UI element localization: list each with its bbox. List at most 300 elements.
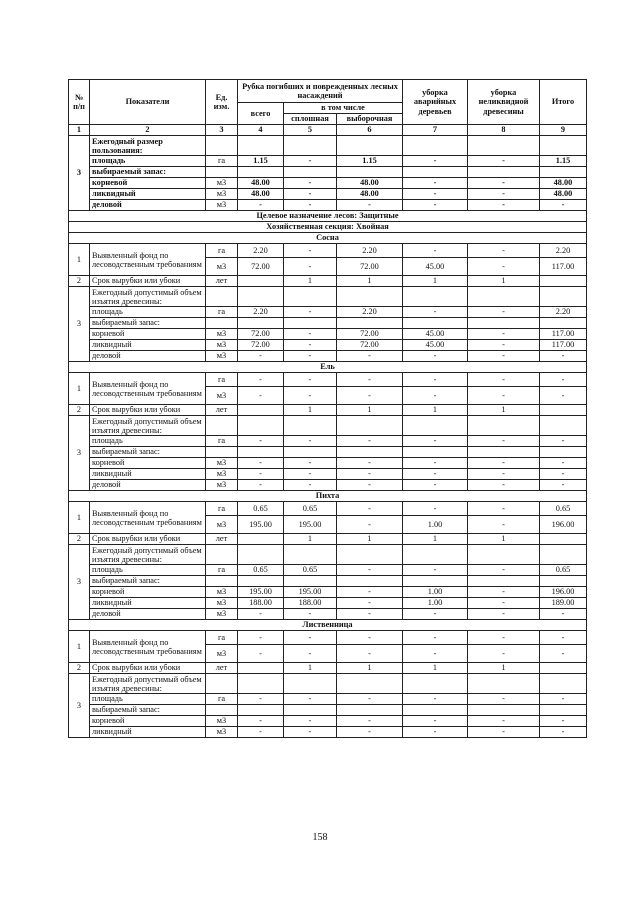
value-cell: - — [238, 631, 284, 645]
value-cell — [238, 663, 284, 674]
value-cell: - — [337, 480, 403, 491]
value-cell: - — [468, 502, 540, 516]
unit-cell: лет — [206, 276, 238, 287]
value-cell: 188.00 — [238, 598, 284, 609]
value-cell — [468, 136, 540, 156]
value-cell: - — [468, 373, 540, 387]
species-name: Пихта — [69, 491, 587, 502]
value-cell: - — [337, 587, 403, 598]
row-label: выбираемый запас: — [90, 576, 206, 587]
unit-cell — [206, 674, 238, 694]
value-cell: 1 — [337, 276, 403, 287]
value-cell: - — [468, 351, 540, 362]
value-cell — [468, 674, 540, 694]
value-cell — [540, 674, 587, 694]
annual-title: Ежегодный размер пользования: — [90, 136, 206, 156]
term-label: Срок вырубки или убоки — [90, 534, 206, 545]
value-cell: 195.00 — [284, 516, 337, 534]
unit-cell: м3 — [206, 340, 238, 351]
value-cell: 72.00 — [337, 340, 403, 351]
value-cell: 2.20 — [238, 307, 284, 318]
species-row — [69, 362, 587, 373]
value-cell: - — [468, 244, 540, 258]
row-label: корневой — [90, 587, 206, 598]
header-felling: Рубка погибших и поврежденных лесных насаждений — [238, 80, 403, 103]
area-row — [69, 565, 587, 576]
value-cell: - — [468, 178, 540, 189]
row-number: 3 — [69, 136, 90, 211]
row-label: ликвидный — [90, 189, 206, 200]
value-cell: 45.00 — [403, 340, 468, 351]
annual-row — [69, 156, 587, 167]
value-cell — [284, 576, 337, 587]
row-number: 3 — [69, 287, 90, 362]
unit-cell: га — [206, 307, 238, 318]
value-cell: - — [468, 727, 540, 738]
value-cell: - — [468, 340, 540, 351]
colnum: 2 — [90, 125, 206, 136]
value-cell: - — [337, 200, 403, 211]
header-row — [69, 80, 587, 103]
row-label: корневой — [90, 458, 206, 469]
fund-label: Выявленный фонд по лесоводственным требованиям — [90, 502, 206, 534]
value-cell: - — [540, 727, 587, 738]
unit-cell — [206, 447, 238, 458]
root-row — [69, 329, 587, 340]
value-cell: - — [284, 609, 337, 620]
value-cell: - — [468, 156, 540, 167]
value-cell — [238, 276, 284, 287]
value-cell — [238, 167, 284, 178]
unit-cell: м3 — [206, 178, 238, 189]
unit-cell: м3 — [206, 469, 238, 480]
term-row — [69, 663, 587, 674]
row-number: 2 — [69, 534, 90, 545]
value-cell — [403, 287, 468, 307]
value-cell: - — [468, 458, 540, 469]
root-row — [69, 587, 587, 598]
row-number: 2 — [69, 663, 90, 674]
unit-cell — [206, 167, 238, 178]
value-cell: - — [284, 340, 337, 351]
value-cell: 1 — [337, 663, 403, 674]
value-cell — [284, 545, 337, 565]
value-cell: 1 — [284, 534, 337, 545]
unit-cell: м3 — [206, 645, 238, 663]
term-label: Срок вырубки или убоки — [90, 663, 206, 674]
row-label: деловой — [90, 480, 206, 491]
value-cell: - — [403, 178, 468, 189]
row-label: площадь — [90, 694, 206, 705]
value-cell: - — [337, 609, 403, 620]
value-cell: - — [540, 469, 587, 480]
row-label: деловой — [90, 200, 206, 211]
value-cell: - — [403, 373, 468, 387]
allowed-label: Ежегодный допустимый объем изъятия древесины: — [90, 287, 206, 307]
header-unit: Ед. изм. — [206, 80, 238, 125]
value-cell: - — [468, 329, 540, 340]
value-cell: 2.20 — [337, 244, 403, 258]
value-cell — [468, 447, 540, 458]
unit-cell: га — [206, 502, 238, 516]
term-label: Срок вырубки или убоки — [90, 276, 206, 287]
unit-cell: м3 — [206, 609, 238, 620]
value-cell: - — [540, 609, 587, 620]
value-cell: - — [403, 200, 468, 211]
value-cell — [540, 416, 587, 436]
value-cell: - — [284, 258, 337, 276]
value-cell — [337, 318, 403, 329]
row-label: корневой — [90, 716, 206, 727]
value-cell — [284, 447, 337, 458]
value-cell: - — [284, 480, 337, 491]
value-cell: - — [403, 351, 468, 362]
value-cell: - — [337, 436, 403, 447]
value-cell: - — [337, 727, 403, 738]
value-cell: 45.00 — [403, 329, 468, 340]
value-cell — [540, 276, 587, 287]
colnum: 3 — [206, 125, 238, 136]
value-cell — [337, 416, 403, 436]
value-cell — [337, 705, 403, 716]
row-number: 2 — [69, 405, 90, 416]
value-cell — [468, 287, 540, 307]
value-cell — [238, 136, 284, 156]
value-cell: - — [403, 189, 468, 200]
annual-row — [69, 167, 587, 178]
value-cell: - — [540, 436, 587, 447]
value-cell — [284, 705, 337, 716]
value-cell: - — [284, 189, 337, 200]
value-cell — [540, 136, 587, 156]
value-cell: 189.00 — [540, 598, 587, 609]
colnum: 8 — [468, 125, 540, 136]
purpose-row — [69, 211, 587, 222]
fund-row — [69, 631, 587, 645]
area-row — [69, 694, 587, 705]
unit-cell: м3 — [206, 329, 238, 340]
value-cell: - — [468, 258, 540, 276]
value-cell: 48.00 — [540, 189, 587, 200]
value-cell — [540, 318, 587, 329]
value-cell: - — [540, 716, 587, 727]
value-cell: - — [468, 631, 540, 645]
value-cell: - — [403, 307, 468, 318]
species-name: Лиственница — [69, 620, 587, 631]
value-cell: - — [403, 480, 468, 491]
header-indicator: Показатели — [90, 80, 206, 125]
header-total: всего — [238, 103, 284, 125]
value-cell: - — [238, 609, 284, 620]
row-number: 1 — [69, 502, 90, 534]
row-label: деловой — [90, 609, 206, 620]
value-cell: 0.65 — [238, 502, 284, 516]
term-row — [69, 405, 587, 416]
value-cell: - — [337, 645, 403, 663]
value-cell: - — [284, 156, 337, 167]
value-cell: - — [403, 156, 468, 167]
value-cell: - — [284, 329, 337, 340]
colnum: 7 — [403, 125, 468, 136]
value-cell: - — [284, 469, 337, 480]
value-cell: - — [403, 609, 468, 620]
value-cell: - — [238, 351, 284, 362]
unit-cell: м3 — [206, 387, 238, 405]
value-cell: - — [238, 694, 284, 705]
value-cell — [284, 416, 337, 436]
term-row — [69, 534, 587, 545]
value-cell — [468, 167, 540, 178]
unit-cell: м3 — [206, 189, 238, 200]
species-row — [69, 491, 587, 502]
value-cell: 72.00 — [238, 258, 284, 276]
value-cell: 1 — [403, 405, 468, 416]
value-cell: - — [540, 200, 587, 211]
value-cell — [540, 534, 587, 545]
value-cell: - — [284, 244, 337, 258]
term-label: Срок вырубки или убоки — [90, 405, 206, 416]
value-cell: - — [284, 351, 337, 362]
root-row — [69, 716, 587, 727]
fund-row — [69, 502, 587, 516]
unit-cell: га — [206, 565, 238, 576]
row-label: площадь — [90, 156, 206, 167]
header-including: в том числе — [284, 103, 403, 114]
value-cell: - — [238, 458, 284, 469]
value-cell: - — [284, 716, 337, 727]
value-cell: 72.00 — [337, 329, 403, 340]
unit-cell: м3 — [206, 516, 238, 534]
value-cell: 1.00 — [403, 516, 468, 534]
unit-cell: м3 — [206, 716, 238, 727]
value-cell: - — [238, 387, 284, 405]
value-cell — [403, 447, 468, 458]
fund-label: Выявленный фонд по лесоводственным требованиям — [90, 373, 206, 405]
value-cell: - — [337, 694, 403, 705]
value-cell: 1 — [284, 405, 337, 416]
value-cell: 1 — [284, 276, 337, 287]
fund-label: Выявленный фонд по лесоводственным требованиям — [90, 631, 206, 663]
row-number: 1 — [69, 631, 90, 663]
allowed-label: Ежегодный допустимый объем изъятия древесины: — [90, 416, 206, 436]
unit-cell: га — [206, 436, 238, 447]
fund-row — [69, 244, 587, 258]
value-cell — [337, 136, 403, 156]
allowed-row — [69, 416, 587, 436]
species-name: Ель — [69, 362, 587, 373]
row-number: 1 — [69, 244, 90, 276]
value-cell: - — [540, 351, 587, 362]
unit-cell: га — [206, 156, 238, 167]
value-cell: - — [468, 598, 540, 609]
value-cell: - — [403, 244, 468, 258]
allowed-row — [69, 545, 587, 565]
value-cell — [540, 545, 587, 565]
unit-cell: га — [206, 373, 238, 387]
value-cell: - — [284, 373, 337, 387]
value-cell — [403, 545, 468, 565]
species-name: Сосна — [69, 233, 587, 244]
value-cell — [540, 167, 587, 178]
value-cell — [337, 576, 403, 587]
value-cell — [468, 576, 540, 587]
value-cell: - — [468, 609, 540, 620]
business-row — [69, 480, 587, 491]
value-cell — [540, 287, 587, 307]
value-cell: - — [403, 469, 468, 480]
value-cell: - — [403, 502, 468, 516]
value-cell: 117.00 — [540, 258, 587, 276]
unit-cell: лет — [206, 405, 238, 416]
row-label: выбираемый запас: — [90, 705, 206, 716]
colnum: 1 — [69, 125, 90, 136]
section-header: Хозяйственная секция: Хвойная — [69, 222, 587, 233]
value-cell: - — [284, 645, 337, 663]
value-cell: 188.00 — [284, 598, 337, 609]
row-label: деловой — [90, 351, 206, 362]
row-label: площадь — [90, 307, 206, 318]
row-label: выбираемый запас: — [90, 447, 206, 458]
row-label: ликвидный — [90, 340, 206, 351]
value-cell: 1 — [468, 405, 540, 416]
colnum: 5 — [284, 125, 337, 136]
stock-row — [69, 447, 587, 458]
fund-row — [69, 373, 587, 387]
value-cell: - — [540, 458, 587, 469]
value-cell: 1 — [468, 276, 540, 287]
unit-cell: м3 — [206, 458, 238, 469]
value-cell: 196.00 — [540, 587, 587, 598]
value-cell: - — [468, 387, 540, 405]
value-cell: 72.00 — [238, 340, 284, 351]
value-cell: - — [337, 469, 403, 480]
value-cell: 1 — [403, 534, 468, 545]
unit-cell: лет — [206, 534, 238, 545]
value-cell — [403, 167, 468, 178]
value-cell — [403, 416, 468, 436]
value-cell: 117.00 — [540, 329, 587, 340]
column-numbers-row — [69, 125, 587, 136]
value-cell: - — [337, 631, 403, 645]
value-cell: - — [403, 645, 468, 663]
value-cell: - — [540, 387, 587, 405]
value-cell: 1 — [468, 663, 540, 674]
value-cell: - — [403, 727, 468, 738]
species-row — [69, 233, 587, 244]
value-cell: 1 — [468, 534, 540, 545]
value-cell: - — [540, 694, 587, 705]
value-cell: 0.65 — [540, 502, 587, 516]
value-cell: - — [238, 727, 284, 738]
value-cell: - — [337, 351, 403, 362]
business-row — [69, 351, 587, 362]
annual-row — [69, 178, 587, 189]
value-cell: - — [284, 307, 337, 318]
value-cell: 1.00 — [403, 598, 468, 609]
value-cell: - — [468, 189, 540, 200]
value-cell: 48.00 — [540, 178, 587, 189]
value-cell: - — [284, 458, 337, 469]
row-label: площадь — [90, 565, 206, 576]
colnum: 9 — [540, 125, 587, 136]
unit-cell: га — [206, 244, 238, 258]
header-emergency: уборка аварийных деревьев — [403, 80, 468, 125]
value-cell: - — [284, 631, 337, 645]
value-cell: 2.20 — [540, 244, 587, 258]
unit-cell — [206, 287, 238, 307]
value-cell — [238, 447, 284, 458]
value-cell: 195.00 — [284, 587, 337, 598]
value-cell: 48.00 — [337, 178, 403, 189]
row-label: корневой — [90, 178, 206, 189]
value-cell: - — [468, 716, 540, 727]
value-cell: - — [284, 436, 337, 447]
unit-cell: м3 — [206, 587, 238, 598]
value-cell — [337, 674, 403, 694]
value-cell: - — [238, 436, 284, 447]
unit-cell: м3 — [206, 598, 238, 609]
row-number: 1 — [69, 373, 90, 405]
unit-cell: м3 — [206, 200, 238, 211]
unit-cell: га — [206, 631, 238, 645]
value-cell: 0.65 — [284, 502, 337, 516]
value-cell: 1.15 — [238, 156, 284, 167]
value-cell: 0.65 — [540, 565, 587, 576]
value-cell — [403, 318, 468, 329]
unit-cell — [206, 576, 238, 587]
value-cell — [540, 705, 587, 716]
value-cell: - — [284, 694, 337, 705]
value-cell: 1.15 — [337, 156, 403, 167]
value-cell — [284, 287, 337, 307]
row-label: ликвидный — [90, 727, 206, 738]
value-cell: 48.00 — [238, 178, 284, 189]
value-cell: - — [468, 565, 540, 576]
row-label: корневой — [90, 329, 206, 340]
value-cell — [468, 545, 540, 565]
row-label: ликвидный — [90, 598, 206, 609]
value-cell: - — [284, 200, 337, 211]
value-cell: - — [468, 516, 540, 534]
value-cell: 72.00 — [238, 329, 284, 340]
value-cell — [337, 287, 403, 307]
value-cell: - — [337, 598, 403, 609]
value-cell: - — [284, 387, 337, 405]
value-cell: - — [238, 645, 284, 663]
unit-cell: м3 — [206, 258, 238, 276]
value-cell: - — [238, 373, 284, 387]
annual-row — [69, 200, 587, 211]
value-cell — [337, 447, 403, 458]
row-number: 2 — [69, 276, 90, 287]
value-cell — [540, 447, 587, 458]
row-label: ликвидный — [90, 469, 206, 480]
stock-row — [69, 705, 587, 716]
value-cell: - — [337, 458, 403, 469]
section-row — [69, 222, 587, 233]
value-cell: - — [468, 480, 540, 491]
value-cell: - — [403, 631, 468, 645]
header-selective: выборочная — [337, 114, 403, 125]
allowed-row — [69, 287, 587, 307]
value-cell — [403, 576, 468, 587]
value-cell: - — [403, 436, 468, 447]
liquid-row — [69, 340, 587, 351]
stock-row — [69, 318, 587, 329]
header-clear: сплошная — [284, 114, 337, 125]
value-cell — [337, 545, 403, 565]
value-cell — [238, 705, 284, 716]
